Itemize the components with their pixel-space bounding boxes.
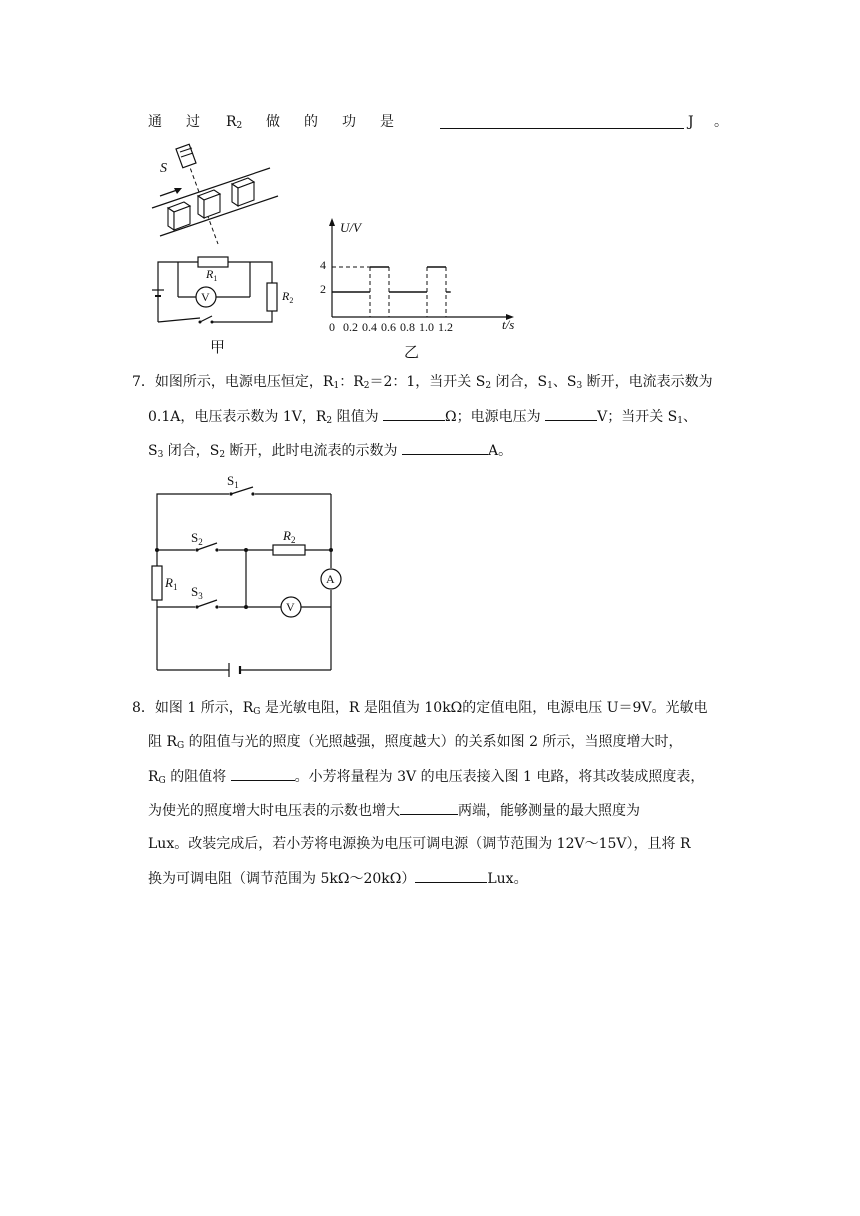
r1-label: $R_1$ (165, 575, 178, 592)
q6-char: 通 (148, 114, 162, 130)
figure-jia (140, 140, 300, 360)
answer-blank[interactable] (383, 406, 445, 421)
figure-caption-jia: 甲 (210, 340, 226, 356)
battery-icon (229, 663, 240, 677)
switch-s1-icon (229, 487, 254, 496)
r2-label: $R_2$ (282, 289, 294, 305)
figure-caption-yi: 乙 (404, 345, 420, 361)
q6-char: 做 (266, 114, 280, 130)
answer-blank[interactable] (415, 868, 487, 883)
answer-blank[interactable] (545, 406, 597, 421)
q6-r2: $R_2$ (226, 114, 243, 131)
switch-s3-icon (195, 600, 218, 609)
r1-label: $R_1$ (206, 267, 218, 283)
resistor-r2 (273, 545, 305, 555)
figure-q7-circuit (145, 474, 345, 674)
switch-icon (200, 316, 212, 322)
ammeter-label: A (326, 572, 335, 586)
light-sensor-icon (176, 144, 196, 168)
q8-line-1: 8．如图 1 所示，$R_G$ 是光敏电阻，R 是阻值为 10kΩ的定值电阻，电源电压 U＝9V。光敏电 (132, 700, 708, 717)
q8-line-6: 换为可调电阻（调节范围为 5kΩ～20kΩ） Lux。 (148, 868, 528, 889)
voltmeter-label: V (201, 290, 210, 304)
x-tick-label: 1.0 (419, 320, 434, 334)
resistor-r1 (198, 257, 228, 267)
q7-line-3: $S_3$ 闭合，$S_2$ 断开，此时电流表的示数为 A。 (148, 440, 512, 461)
q6-char: 的 (304, 114, 318, 130)
answer-blank[interactable] (400, 800, 458, 815)
q6-end: 。 (714, 114, 728, 130)
s1-label: $S_1$ (227, 473, 239, 490)
cube-icon (198, 190, 220, 218)
y-tick-label: 2 (320, 282, 326, 296)
x-tick-label: 0.2 (343, 320, 358, 334)
y-axis-label: U/V (340, 220, 361, 235)
x-tick-label: 0 (329, 320, 335, 334)
q7-line-2: 0.1A，电压表示数为 1V，$R_2$ 阻值为 Ω；电源电压为 V；当开关 $S_1$、 (148, 406, 697, 427)
sensor-label: S (160, 161, 167, 176)
q6-char: 是 (380, 114, 394, 130)
x-tick-label: 0.8 (400, 320, 415, 334)
answer-blank[interactable] (402, 440, 488, 455)
q8-line-3: $R_G$ 的阻值将 。小芳将量程为 3V 的电压表接入图 1 电路，将其改装成照度表， (148, 766, 704, 787)
s2-label: $S_2$ (191, 530, 203, 547)
x-tick-label: 1.2 (438, 320, 453, 334)
resistor-r1 (152, 566, 162, 600)
x-tick-label: 0.4 (362, 320, 377, 334)
r2-label: $R_2$ (283, 528, 296, 545)
q6-char: 功 (342, 114, 356, 130)
x-tick-label: 0.6 (381, 320, 396, 334)
arrow-icon (160, 188, 182, 196)
figure-yi-chart (320, 212, 530, 362)
voltmeter-label: V (286, 600, 295, 614)
q6-unit: J (688, 114, 694, 130)
answer-blank[interactable] (440, 114, 684, 129)
q8-line-5: Lux。改装完成后，若小芳将电源换为电压可调电源（调节范围为 12V～15V），且将 R (148, 836, 691, 852)
cube-icon (232, 178, 254, 206)
q6-char: 过 (186, 114, 200, 130)
q7-line-1: 7．如图所示，电源电压恒定，$R_1$：$R_2=2$：1，当开关 $S_2$ 闭合，$S_1$、$S_3$ 断开，电流表示数为 (132, 374, 713, 391)
x-axis-label: t/s (502, 317, 515, 332)
s3-label: $S_3$ (191, 584, 203, 601)
q8-line-4: 为使光的照度增大时电压表的示数也增大 两端，能够测量的最大照度为 (148, 800, 640, 821)
cube-icon (168, 202, 190, 230)
answer-blank[interactable] (231, 766, 295, 781)
y-tick-label: 4 (320, 258, 326, 272)
q8-line-2: 阻 $R_G$ 的阻值与光的照度（光照越强，照度越大）的关系如图 2 所示，当照度增大时， (148, 734, 683, 751)
resistor-r2 (267, 283, 277, 311)
